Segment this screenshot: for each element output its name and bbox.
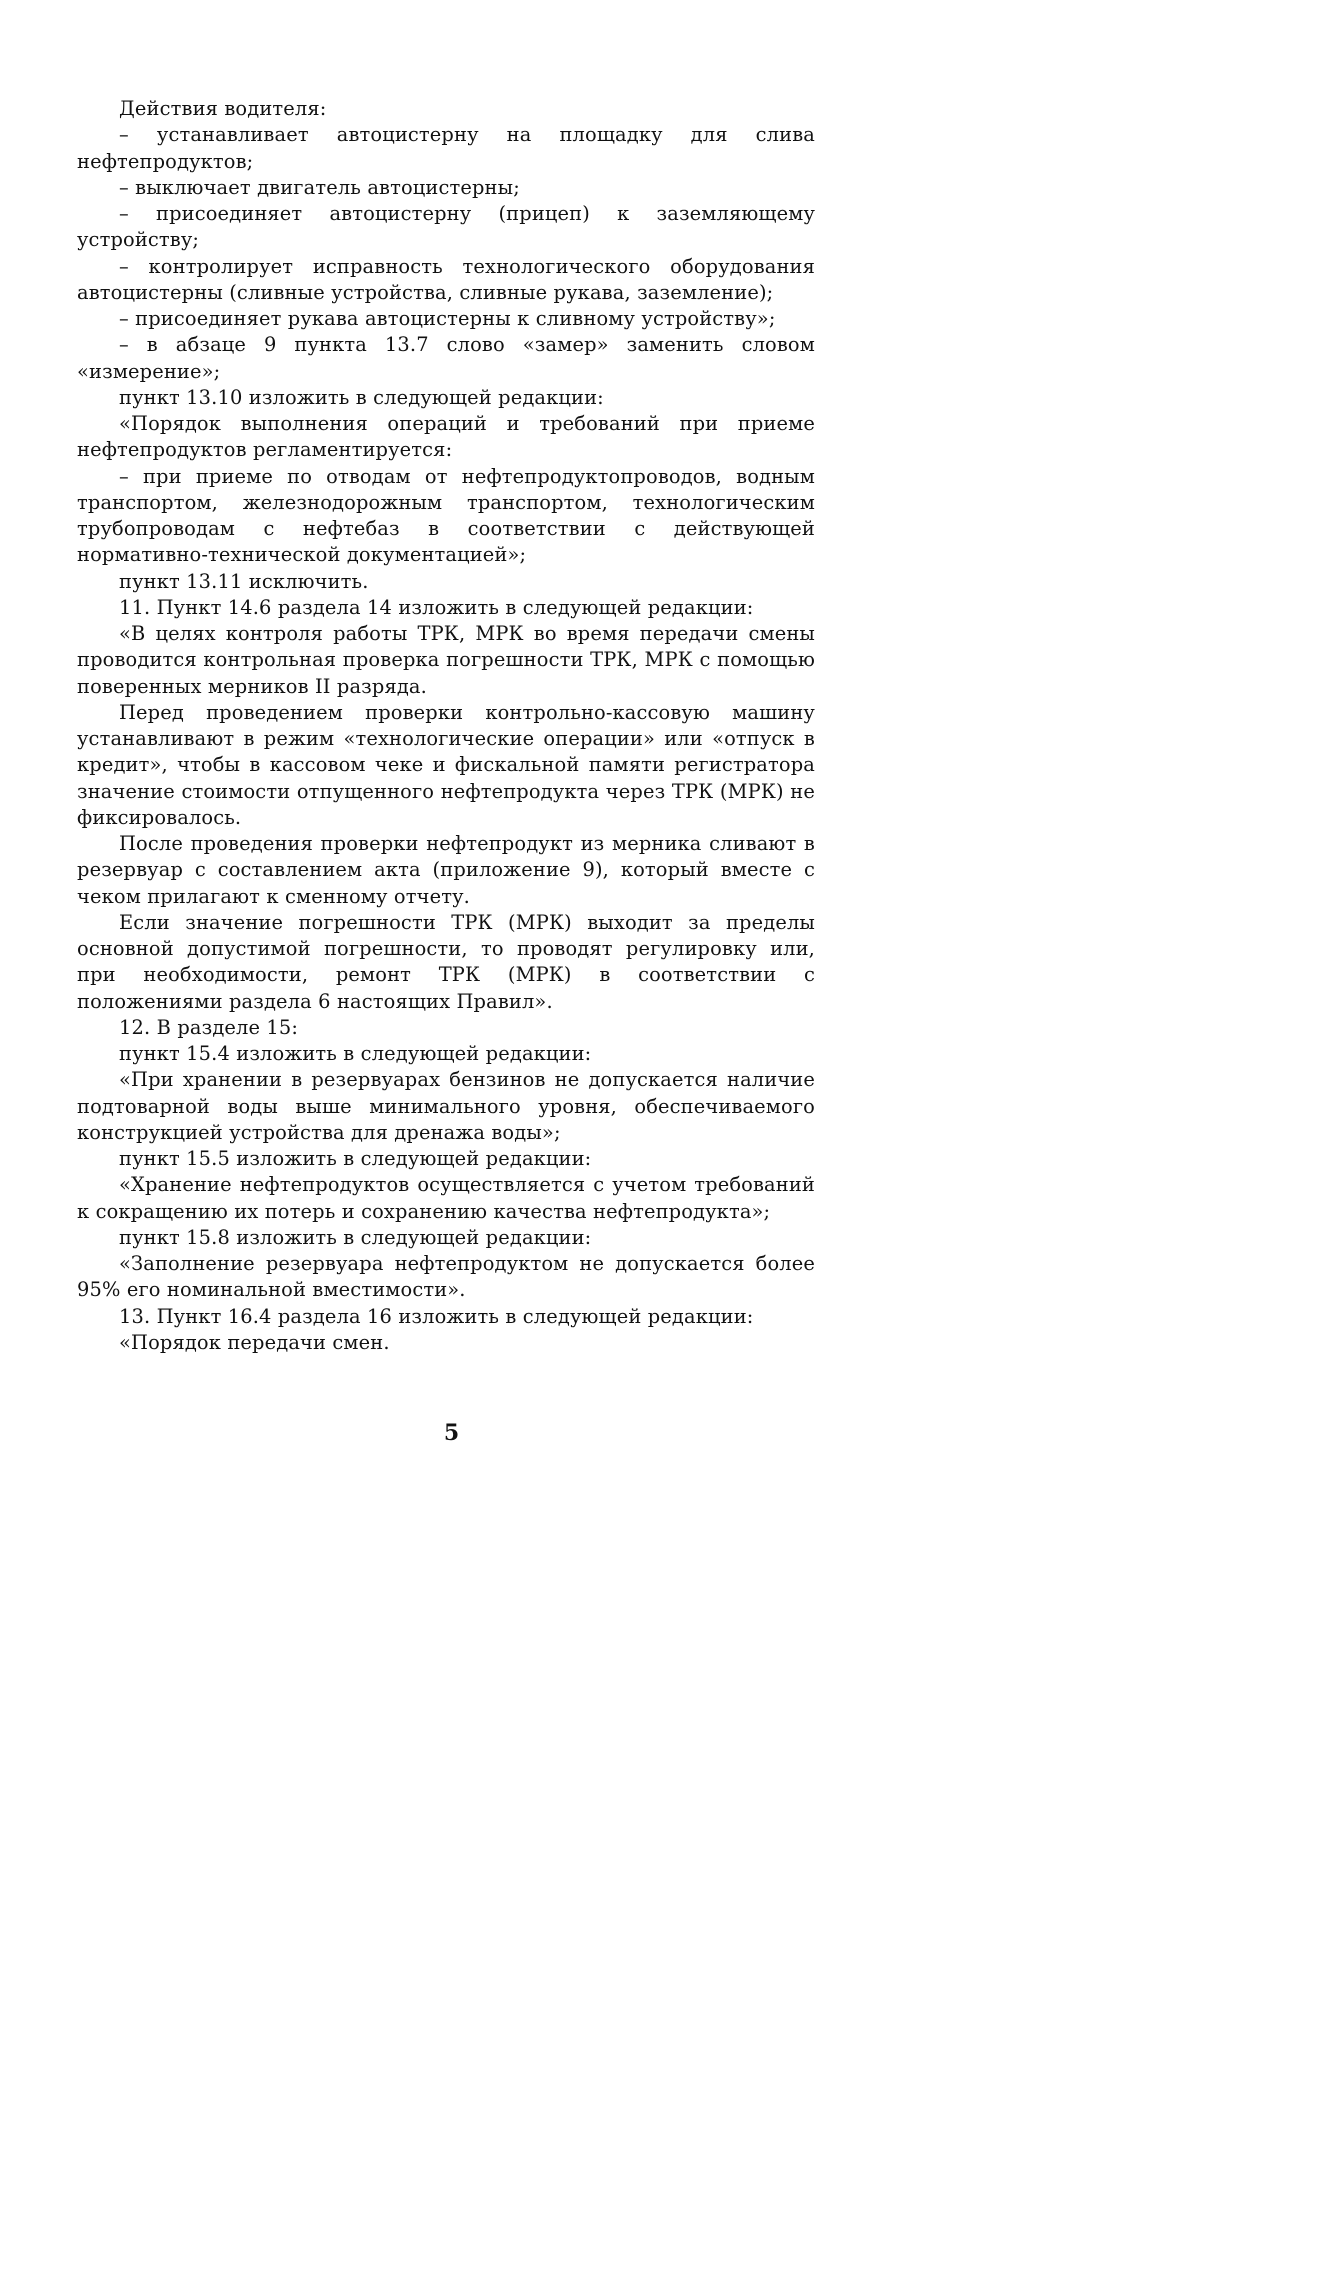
paragraph-install-tanker: – устанавливает автоцистерну на площадку для слива нефтепродуктов;: [77, 123, 815, 173]
paragraph-item-12: 12. В разделе 15:: [119, 1015, 299, 1039]
paragraph-13-11: пункт 13.11 исключить.: [119, 569, 369, 593]
paragraph-13-10-item: – при приеме по отводам от нефтепродуктопроводов, водным транспортом, железнодорожным транспортом, технологическим трубопроводам с нефтебаз в соответствии с действующей нормативно-технической документацией»;: [77, 464, 815, 567]
paragraph-14-6-before-check: Перед проведением проверки контрольно-кассовую машину устанавливают в режим «технологические операции» или «отпуск в кредит», чтобы в кассовом чеке и фискальной памяти регистратора значение стоимости отпущенного нефтепродукта через ТРК (МРК) не фиксировалось.: [77, 700, 815, 829]
document-body: [77, 96, 815, 1356]
paragraph-15-8-text: «Заполнение резервуара нефтепродуктом не допускается более 95% его номинальной вместимости».: [77, 1252, 815, 1302]
paragraph-16-4-text: «Порядок передачи смен.: [119, 1330, 390, 1354]
paragraph-13-10-text: «Порядок выполнения операций и требований при приеме нефтепродуктов регламентируется:: [77, 412, 815, 462]
page-number: 5: [443, 1420, 460, 1446]
paragraph-equipment-check: – контролирует исправность технологического оборудования автоцистерны (сливные устройства, сливные рукава, заземление);: [77, 254, 815, 304]
paragraph-15-8-intro: пункт 15.8 изложить в следующей редакции:: [119, 1225, 592, 1249]
paragraph-13-10-intro: пункт 13.10 изложить в следующей редакции:: [119, 385, 604, 409]
paragraph-13-7: – в абзаце 9 пункта 13.7 слово «замер» заменить словом «измерение»;: [77, 333, 815, 383]
paragraph-item-11: 11. Пункт 14.6 раздела 14 изложить в следующей редакции:: [119, 595, 754, 619]
paragraph-connect-hoses: – присоединяет рукава автоцистерны к сливному устройству»;: [119, 307, 776, 330]
paragraph-15-4-intro: пункт 15.4 изложить в следующей редакции:: [119, 1042, 592, 1065]
paragraph-14-6-control: «В целях контроля работы ТРК, МРК во время передачи смены проводится контрольная проверка погрешности ТРК, МРК с помощью поверенных мерников II разряда.: [77, 622, 815, 698]
paragraph-15-5-intro: пункт 15.5 изложить в следующей редакции:: [119, 1147, 592, 1170]
paragraph-15-4-text: «При хранении в резервуарах бензинов не допускается наличие подтоварной воды выше минимального уровня, обеспечиваемого конструкцией устройства для дренажа воды»;: [77, 1068, 815, 1144]
paragraph-15-5-text: «Хранение нефтепродуктов осуществляется с учетом требований к сокращению их потерь и сохранению качества нефтепродукта»;: [77, 1173, 815, 1223]
paragraph-grounding: – присоединяет автоцистерну (прицеп) к заземляющему устройству;: [77, 202, 815, 252]
paragraph-14-6-error-limit: Если значение погрешности ТРК (МРК) выходит за пределы основной допустимой погрешности, то проводят регулировку или, при необходимости, ремонт ТРК (МРК) в соответствии с положениями раздела 6 настоящих Правил».: [77, 910, 815, 1013]
paragraph-engine-off: – выключает двигатель автоцистерны;: [119, 175, 520, 199]
paragraph-item-13: 13. Пункт 16.4 раздела 16 изложить в следующей редакции:: [119, 1304, 754, 1328]
paragraph-driver-actions-heading: Действия водителя:: [119, 97, 327, 120]
paragraph-14-6-after-check: После проведения проверки нефтепродукт из мерника сливают в резервуар с составлением акта (приложение 9), который вместе с чеком прилагают к сменному отчету.: [77, 832, 815, 908]
